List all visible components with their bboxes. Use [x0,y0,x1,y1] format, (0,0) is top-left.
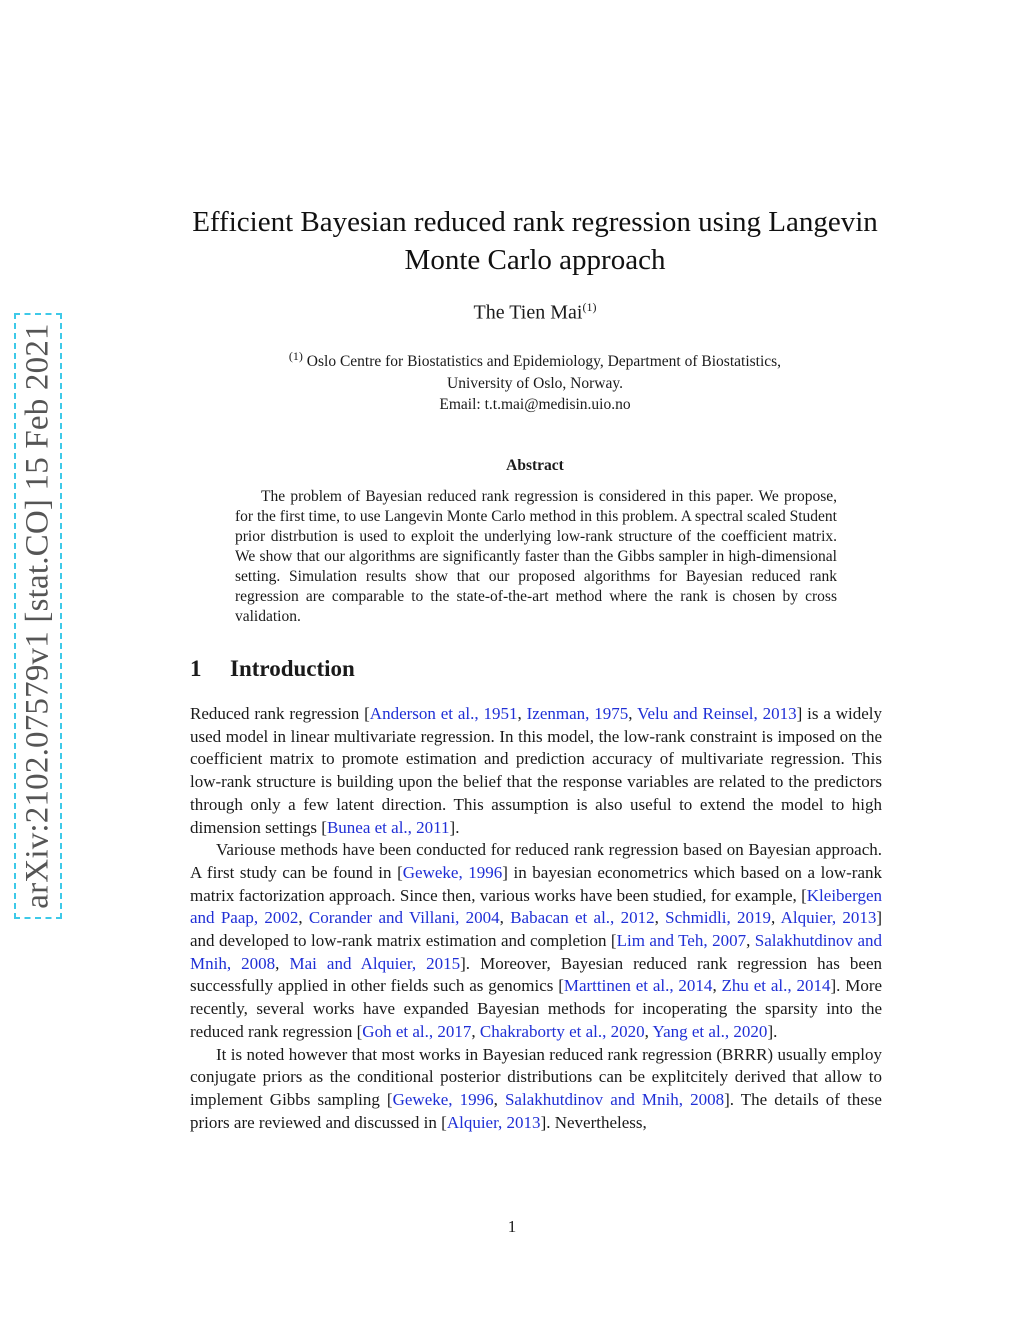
citation-link[interactable]: Salakhutdinov and Mnih, 2008 [190,931,883,973]
affiliation-block [190,346,880,416]
abstract-text: The problem of Bayesian reduced rank regression is considered in this paper. We propose, for the first time, to use Langevin Monte Carlo method in this problem. A spectral scaled Student prior distrbution is used to exploit the underlying low-rank structure of the coefficient matrix. We show that our algorithms are significantly faster than the Gibbs sampler in high-dimensional setting. Simulation results show that our proposed algorithms for Bayesian reduced rank regression are comparable to the state-of-the-art method where the rank is chosen by cross validation. [235,488,837,625]
text-run: , [771,908,781,928]
text-run: ]. The details of these priors are reviewed and discussed in [ [190,1089,882,1132]
paragraph-1 [190,703,882,839]
introduction-body [190,703,882,1134]
text-run: , [517,704,527,723]
citation-link[interactable]: Goh et al., 2017 [362,1021,472,1041]
abstract-heading: Abstract [506,457,564,474]
text-run: , [493,1089,505,1109]
text-run: , [746,931,755,951]
text-run: Reduced rank regression [ [190,704,370,723]
citation-link[interactable]: Velu and Reinsel, 2013 [637,704,797,723]
text-run: Variouse methods have been conducted for reduced rank regression based on Bayesian approach. A first study can be found in [ [190,840,882,882]
text-run: ] is a widely used model in linear multivariate regression. In this model, the low-rank constraint is imposed on the coefficient matrix to promote estimation and prediction accuracy of multivariate regression. This low-rank structure is building upon the belief that the response variables are related to the predictors through only a few latent direction. This assumption is also useful to extend the model to high dimension settings [ [190,704,882,837]
citation-link[interactable]: Schmidli, 2019 [665,908,772,928]
section-heading-introduction [190,656,355,682]
citation-link[interactable]: Bunea et al., 2011 [326,817,450,837]
arxiv-sidebar-stamp [14,313,62,919]
section-title: Introduction [230,656,355,681]
citation-link[interactable]: Yang et al., 2020 [652,1021,768,1041]
text-run: , [644,1021,653,1041]
author-line [190,300,880,325]
citation-link[interactable]: Geweke, 1996 [402,862,503,882]
affiliation-institution: Oslo Centre for Biostatistics and Epidemiology, Department of Biostatistics, [306,353,782,371]
citation-link[interactable]: Lim and Teh, 2007 [616,931,747,951]
arxiv-identifier[interactable]: arXiv:2102.07579v1 [stat.CO] 15 Feb 2021 [19,323,56,909]
affiliation-line-2: University of Oslo, Norway. [447,374,623,392]
citation-link[interactable]: Babacan et al., 2012 [510,908,655,928]
text-run: , [712,976,722,996]
text-run: , [298,908,309,928]
citation-link[interactable]: Geweke, 1996 [392,1089,494,1109]
section-number: 1 [190,656,202,681]
affiliation-mark: (1) [288,349,303,363]
text-run: ]. Moreover, Bayesian reduced rank regression has been successfully applied in other fields such as genomics [ [190,953,882,996]
text-run: ] in bayesian econometrics which based on a low-rank matrix factorization approach. Since then, various works have been studied, for example, [ [190,862,882,905]
affiliation-line-1 [190,346,880,373]
citation-link[interactable]: Anderson et al., 1951 [369,704,518,723]
affiliation-email: Email: t.t.mai@medisin.uio.no [439,396,631,414]
text-run: , [499,908,511,928]
citation-link[interactable]: Corander and Villani, 2004 [308,908,500,928]
text-run: ]. More recently, several works have expanded Bayesian methods for incoperating the sparsity into the reduced rank regression [ [190,976,883,1041]
text-run: It is noted however that most works in Bayesian reduced rank regression (BRRR) usually employ conjugate priors as the conditional posterior distributions can be explitcitely derived that allow to implement Gibbs sampling [ [190,1044,882,1109]
text-run: , [275,953,290,973]
citation-link[interactable]: Alquier, 2013 [780,908,877,928]
citation-link[interactable]: Alquier, 2013 [446,1112,541,1132]
paper-title: Efficient Bayesian reduced rank regression using Langevin Monte Carlo approach [192,206,878,276]
page-number: 1 [507,1217,517,1236]
text-run: ] and developed to low-rank matrix estimation and completion [ [190,908,883,951]
paragraph-2 [190,839,882,1043]
citation-link[interactable]: Izenman, 1975 [526,704,629,723]
paragraph-3 [190,1044,882,1135]
text-run: ]. [449,817,460,837]
citation-link[interactable]: Mai and Alquier, 2015 [289,953,461,973]
author-name: The Tien Mai [473,301,583,324]
text-run: ]. Nevertheless, [540,1112,647,1132]
citation-link[interactable]: Chakraborty et al., 2020 [479,1021,645,1041]
citation-link[interactable]: Kleibergen and Paap, 2002 [190,885,882,928]
author-affiliation-mark: (1) [582,300,597,314]
citation-link[interactable]: Salakhutdinov and Mnih, 2008 [504,1089,725,1109]
text-run: ]. [767,1021,778,1041]
text-run: , [628,704,638,723]
text-run: , [471,1021,480,1041]
citation-link[interactable]: Marttinen et al., 2014 [563,976,713,996]
citation-link[interactable]: Zhu et al., 2014 [721,976,831,996]
text-run: , [654,908,666,928]
